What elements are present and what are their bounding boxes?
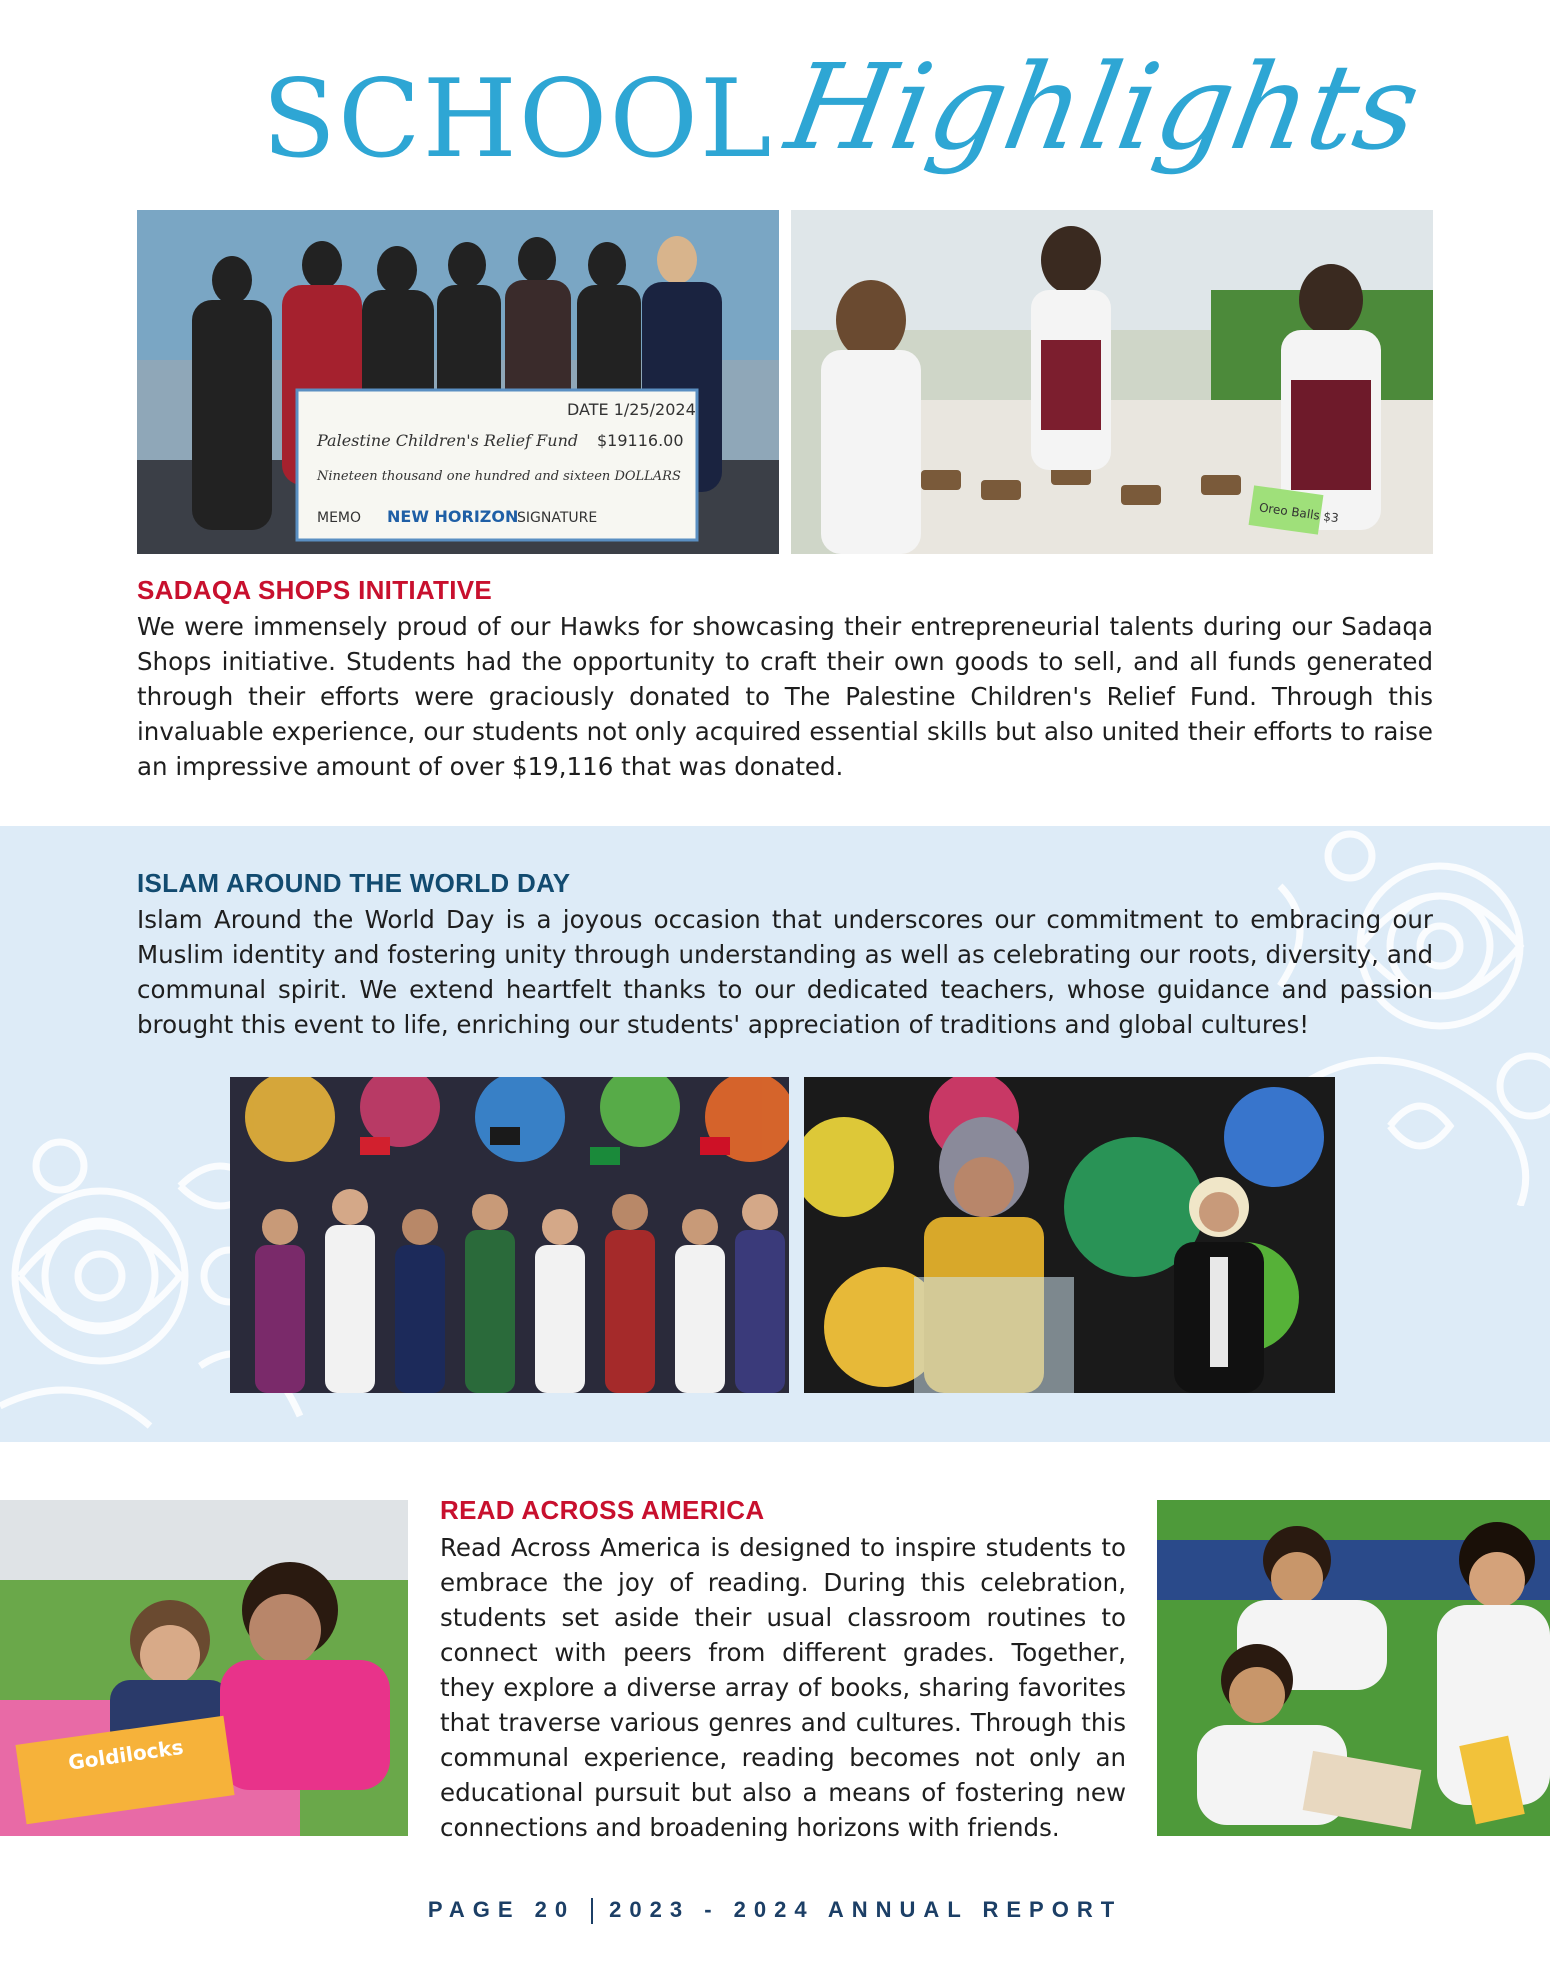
check-signature: SIGNATURE bbox=[517, 510, 598, 526]
sign-oreo: Oreo Balls $3 bbox=[1258, 500, 1340, 526]
section-body-read: Read Across America is designed to inspire students to embrace the joy of reading. During this celebration, students set aside their usual classroom routines to connect with peers from different grades. Together, they explore a diverse array of books, sharing favorites that traverse various genres and cultures. Through this communal experience, reading becomes not only an educational pursuit but also a means of fostering new connections and broadening horizons with friends. bbox=[440, 1533, 1126, 1842]
page-footer bbox=[0, 1897, 1550, 1924]
title-school: SCHOOL bbox=[262, 57, 774, 182]
photo-sadaqa-shop bbox=[791, 210, 1433, 554]
section-heading-islam: ISLAM AROUND THE WORLD DAY bbox=[137, 868, 571, 898]
photo-reading-girl bbox=[0, 1500, 408, 1836]
footer-report-title: 2023 - 2024 ANNUAL REPORT bbox=[609, 1897, 1123, 1922]
page-title bbox=[0, 40, 1550, 210]
section-body-islam: Islam Around the World Day is a joyous occasion that underscores our commitment to embracing our Muslim identity and fostering unity through understanding as well as celebrating our roots, diversity, and communal spirit. We extend heartfelt thanks to our dedicated teachers, whose guidance and passion brought this event to life, enriching our students' appreciation of traditions and global cultures! bbox=[137, 905, 1433, 1039]
check-payto: Palestine Children's Relief Fund bbox=[317, 431, 579, 450]
photo-students-flags bbox=[230, 1077, 789, 1393]
check-memo: MEMO bbox=[317, 510, 362, 526]
photo-check-presentation bbox=[137, 210, 779, 554]
check-brand: NEW HORIZON bbox=[387, 507, 519, 526]
check-written: Nineteen thousand one hundred and sixteen DOLLARS bbox=[317, 469, 681, 484]
section-heading-sadaqa: SADAQA SHOPS INITIATIVE bbox=[137, 575, 493, 605]
section-heading-read: READ ACROSS AMERICA bbox=[440, 1495, 765, 1525]
section-body-sadaqa: We were immensely proud of our Hawks for showcasing their entrepreneurial talents during our Sadaqa Shops initiative. Students had the opportunity to craft their own goods to sell, and all funds generated through their efforts were graciously donated to The Palestine Children's Relief Fund. Through this invaluable experience, our students not only acquired essential skills but also united their efforts to raise an impressive amount of over $19,116 that was donated. bbox=[137, 612, 1433, 781]
footer-page-number: PAGE 20 bbox=[427, 1897, 576, 1922]
photo-reading-boys bbox=[1157, 1500, 1550, 1836]
check-date: DATE 1/25/2024 bbox=[567, 400, 696, 419]
photo-speaker-podium bbox=[804, 1077, 1335, 1393]
book-title: Goldilocks bbox=[66, 1734, 185, 1775]
check-amount: $19116.00 bbox=[597, 431, 684, 450]
title-highlights: Highlights bbox=[777, 38, 1430, 176]
footer-divider bbox=[591, 1898, 593, 1924]
